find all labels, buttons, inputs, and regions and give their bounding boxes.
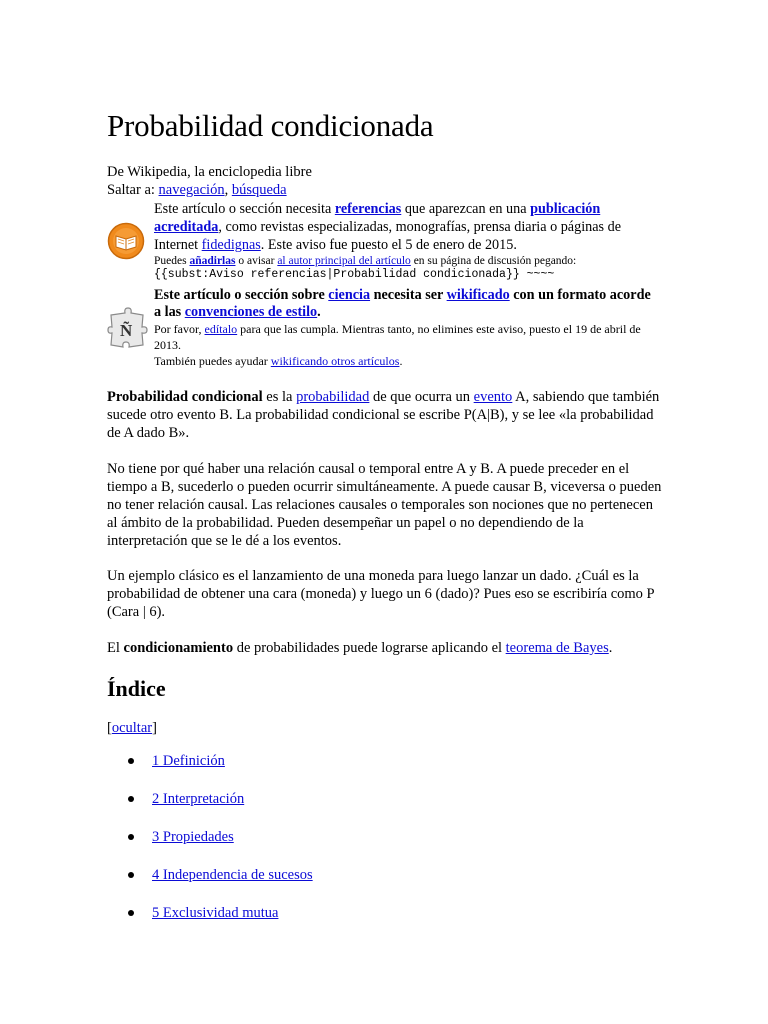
notice-wikify-text (154, 287, 659, 369)
notice-text: necesita ser (370, 287, 447, 303)
causality-paragraph: No tiene por qué haber una relación causal o temporal entre A y B. A puede preceder en el tiempo a B, sucederlo o pueden ocurrir simultáneamente. A puede causar B, viceversa o pueden no tener relación causal. Las relaciones causales o temporales son nociones que no pertenecen al ámbito de la probabilidad. Pueden desempeñar un papel o no dependiendo de la interpretación que se le dé a los eventos. (107, 461, 662, 549)
puzzle-icon (107, 305, 149, 351)
convenciones-de-estilo-link[interactable]: convenciones de estilo (184, 304, 318, 320)
notice-small-text: en su página de discusión pegando: (410, 255, 577, 267)
notice-references-text (154, 200, 659, 282)
toc-link-independencia[interactable]: 4 Independencia de sucesos (152, 867, 313, 883)
notice-references (107, 198, 663, 282)
notice-small-text: . (399, 354, 403, 368)
toc-link-propiedades[interactable]: 3 Propiedades (152, 829, 234, 845)
wikificando-otros-articulos-link[interactable]: wikificando otros artículos (270, 354, 400, 368)
notice-small-text: para que las cumpla. Mientras tanto, no elimines este aviso, puesto el 19 de abril de 2013. (154, 322, 641, 352)
term-bold: Probabilidad condicional (107, 389, 263, 405)
jump-separator: , (224, 182, 232, 198)
book-icon (107, 222, 145, 260)
toc-link-definicion[interactable]: 1 Definición (152, 753, 225, 769)
editalo-link[interactable]: edítalo (204, 322, 238, 336)
paragraph-text: El (107, 640, 124, 656)
example-paragraph: Un ejemplo clásico es el lanzamiento de una moneda para luego lanzar un dado. ¿Cuál es la probabilidad de obtener una cara (moneda) y luego un 6 (dado)? Pues eso se escribiría como P (Cara | 6). (107, 568, 655, 620)
paragraph-text: A, sabiendo que también sucede otro evento B. La probabilidad condicional se escribe P(A|B), y se lee «la probabilidad de A dado B». (107, 389, 660, 441)
teorema-de-bayes-link[interactable]: teorema de Bayes (505, 640, 609, 656)
jump-navigation-link[interactable]: navegación (158, 182, 225, 198)
bullet-icon (128, 910, 134, 916)
autor-principal-link[interactable]: al autor principal del artículo (277, 255, 411, 267)
intro-paragraph (107, 388, 662, 442)
notice-small-text: Por favor, (154, 322, 205, 336)
page-title: Probabilidad condicionada (107, 108, 434, 143)
term-bold: condicionamiento (123, 640, 234, 656)
tagline: De Wikipedia, la enciclopedia libre (107, 164, 312, 180)
notice-wikify-main (154, 287, 659, 321)
evento-link[interactable]: evento (473, 389, 513, 405)
probabilidad-link[interactable]: probabilidad (296, 389, 370, 405)
bracket: [ (107, 720, 112, 736)
svg-text:Ñ: Ñ (120, 321, 133, 340)
notice-wikify-extra (154, 353, 659, 369)
bullet-icon (128, 872, 134, 878)
notice-small-text: o avisar (235, 255, 278, 267)
anadirlas-link[interactable]: añadirlas (189, 255, 236, 267)
fidedignas-link[interactable]: fidedignas (201, 237, 261, 253)
referencias-link[interactable]: referencias (334, 201, 402, 217)
notice-text: . (317, 304, 321, 320)
jump-links (107, 181, 312, 199)
paragraph-text: de que ocurra un (369, 389, 474, 405)
notice-text: , como revistas especializadas, monografías, prensa diaria o páginas de Internet (154, 219, 621, 253)
bracket: ] (152, 720, 157, 736)
bayes-paragraph (107, 639, 662, 657)
notice-text: Este artículo o sección sobre (154, 287, 329, 303)
bullet-icon (128, 758, 134, 764)
bullet-icon (128, 834, 134, 840)
notice-text: con un formato acorde a las (154, 287, 651, 320)
article-meta (107, 163, 312, 199)
jump-prefix: Saltar a: (107, 182, 159, 198)
bullet-icon (128, 796, 134, 802)
notice-wikify (107, 285, 663, 371)
toc-toggle (107, 720, 157, 737)
paragraph-text: es la (262, 389, 297, 405)
notice-text: Este artículo o sección necesita (154, 201, 335, 217)
toc-heading: Índice (107, 676, 166, 701)
notice-text: . Este aviso fue puesto el 5 de enero de 2015. (260, 237, 517, 253)
notice-wikify-help (154, 321, 659, 353)
template-code: {{subst:Aviso referencias|Probabilidad condicionada}} ~~~~ (154, 268, 555, 281)
notice-references-help (154, 254, 659, 268)
notice-small-text: Puedes (154, 255, 190, 267)
publicacion-acreditada-link[interactable]: publicación acreditada (154, 201, 601, 235)
wikificado-link[interactable]: wikificado (446, 287, 510, 303)
toc-link-interpretacion[interactable]: 2 Interpretación (152, 791, 245, 807)
ciencia-link[interactable]: ciencia (328, 287, 371, 303)
notice-small-text: También puedes ayudar (154, 354, 271, 368)
jump-search-link[interactable]: búsqueda (231, 182, 287, 198)
toc-hide-link[interactable]: ocultar (111, 720, 153, 736)
toc-link-exclusividad[interactable]: 5 Exclusividad mutua (152, 905, 279, 921)
notice-text: que aparezcan en una (401, 201, 531, 217)
paragraph-text: de probabilidades puede lograrse aplicando el (233, 640, 506, 656)
paragraph-text: . (608, 640, 613, 656)
notice-references-main (154, 200, 659, 254)
